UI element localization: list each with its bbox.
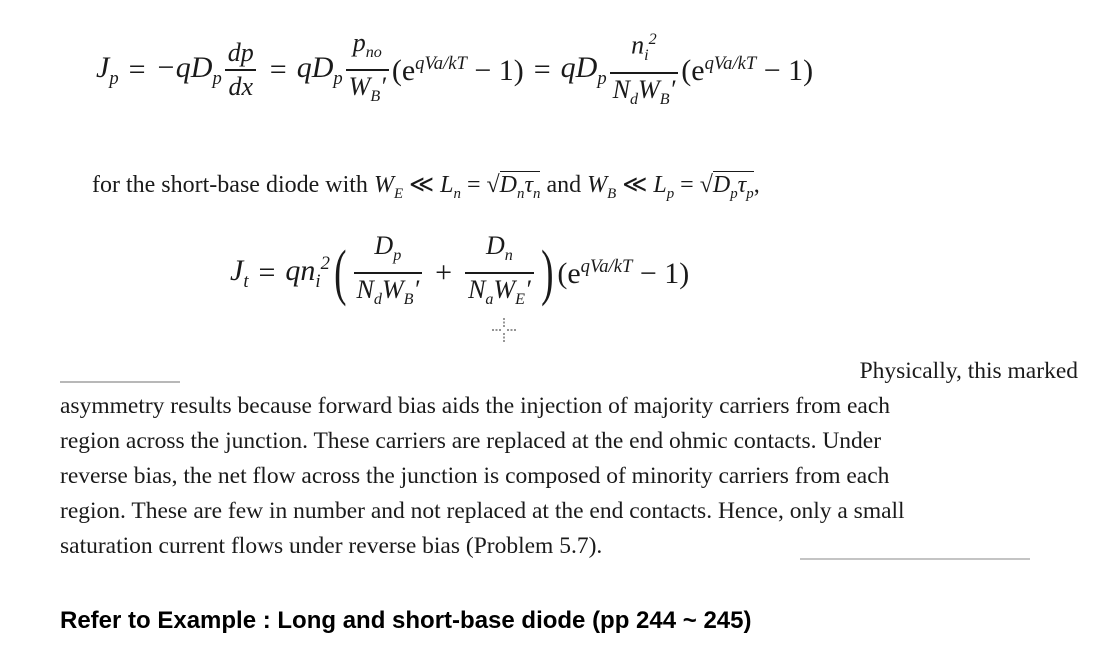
eq2-plus: +	[435, 256, 453, 290]
paragraph-line: Physically, this marked	[859, 358, 1078, 384]
eq2-equals: =	[258, 256, 276, 290]
eq2-dn-fraction: $\frac{D_n}{N_aW_E'}$	[465, 232, 534, 314]
eq2-right-paren: )	[540, 239, 554, 308]
eq1-lhs: $J_p$	[96, 50, 119, 89]
eq2-left-paren: (	[334, 239, 347, 308]
eq1-qdp-2: $qD_p$	[560, 50, 607, 89]
eq1-exp-term-2: $(e^{qVa/kT} - 1)$	[681, 52, 814, 87]
paragraph-line: region. These are few in number and not replaced at the end contacts. Hence, only a small	[60, 498, 905, 524]
eq1-ni2-ndwb-fraction: $\frac{n_i^2}{N_dW_B'}$	[610, 26, 679, 114]
eq1-equals-1: =	[128, 53, 146, 87]
eq1-dp-dx-fraction: $\frac{dp}{dx}$	[225, 39, 257, 101]
equation-jt	[230, 232, 689, 314]
explanation-paragraph	[60, 358, 1090, 564]
eq1-exp-term: $(e^{qVa/kT} - 1)$	[391, 52, 524, 87]
paragraph-line: saturation current flows under reverse bias (Problem 5.7).	[60, 533, 603, 559]
paragraph-line: reverse bias, the net flow across the junction is composed of minority carriers from each	[60, 463, 890, 489]
eq2-qni2: $qn_i^2$	[285, 253, 330, 293]
eq2-lhs: $J_t$	[230, 253, 249, 292]
short-base-condition: for the short-base diode with $W_E$ ≪ $L_n = √D_n\tau_n$ and $W_B$ ≪ $L_p = √D_p\tau_p$,	[92, 172, 760, 202]
eq1-pno-wb-fraction: $\frac{p_{no}}{W_B'}$	[346, 29, 389, 111]
eq2-dp-fraction: $\frac{D_p}{N_dW_B'}$	[354, 232, 423, 314]
paragraph-line: asymmetry results because forward bias aids the injection of majority carriers from each	[60, 393, 891, 419]
eq1-minus-qdp: $-qD_p$	[155, 50, 222, 89]
eq1-equals-2: =	[269, 53, 287, 87]
paragraph-line: region across the junction. These carriers are replaced at the end ohmic contacts. Under	[60, 428, 882, 454]
eq1-equals-3: =	[533, 53, 551, 87]
eq2-exp-term: $(e^{qVa/kT} - 1)$	[557, 255, 690, 290]
eq1-qdp: $qD_p$	[296, 50, 343, 89]
crosshair-cursor-icon	[492, 318, 516, 342]
equation-jp	[96, 26, 813, 114]
refer-note: Refer to Example : Long and short-base diode (pp 244 ~ 245)	[60, 607, 752, 634]
